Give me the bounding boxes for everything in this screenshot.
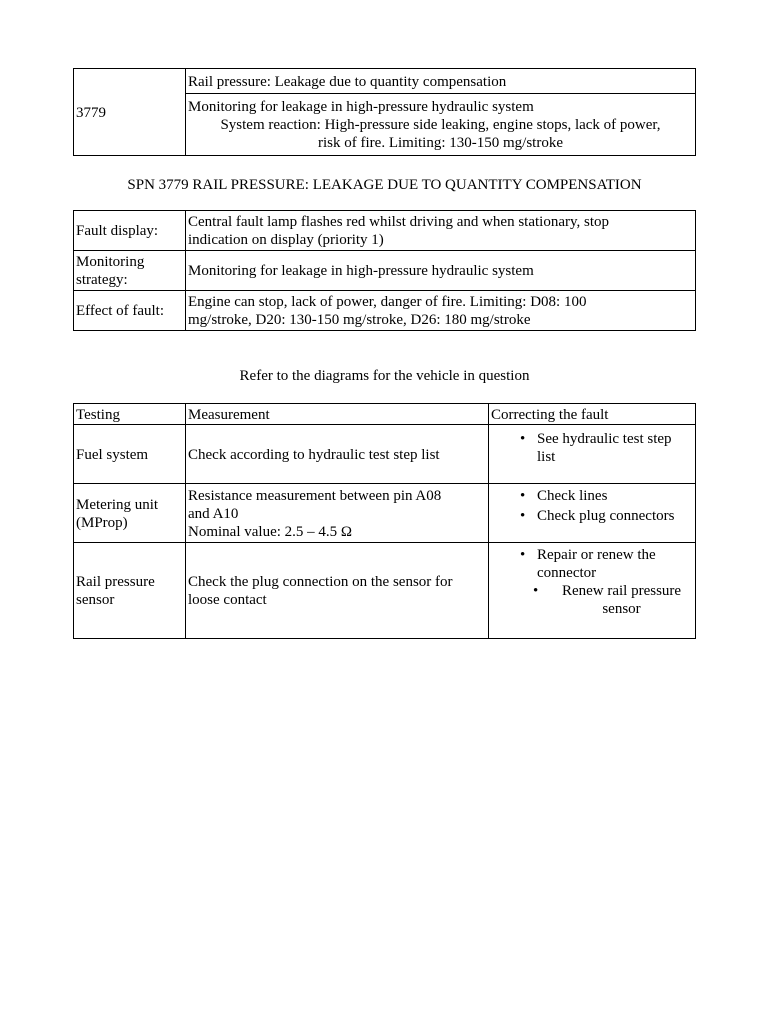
table-row — [74, 543, 696, 639]
effect-line2: mg/stroke, D20: 130-150 mg/stroke, D26: 180 mg/stroke — [188, 312, 531, 328]
testing-cell — [74, 484, 186, 543]
testing-text: Metering unit — [76, 496, 159, 513]
measurement-text: loose contact — [188, 592, 267, 608]
monitoring-label-line1: Monitoring — [76, 254, 145, 270]
fault-display-row — [74, 211, 696, 251]
system-reaction-line1: System reaction: High-pressure side leaking, engine stops, lack of power, — [220, 117, 661, 133]
list-item-text: Check plug connectors — [537, 508, 675, 524]
list-item — [491, 430, 693, 466]
fault-display-line1: Central fault lamp flashes red whilst driving and when stationary, stop — [188, 214, 610, 230]
spn-heading: SPN 3779 RAIL PRESSURE: LEAKAGE DUE TO QUANTITY COMPENSATION — [127, 177, 642, 193]
bullet-icon: • — [520, 508, 526, 524]
measurement-text: Nominal value: 2.5 – 4.5 Ω — [188, 523, 353, 540]
header-testing: Testing — [74, 404, 186, 425]
bullet-icon: • — [533, 583, 539, 599]
fault-title: Rail pressure: Leakage due to quantity compensation — [188, 73, 507, 90]
header-measurement: Measurement — [186, 404, 489, 425]
measurement-text: Resistance measurement between pin A08 — [188, 487, 442, 504]
bullet-icon: • — [520, 488, 526, 504]
testing-table — [73, 403, 696, 639]
list-item — [491, 546, 693, 582]
correcting-cell — [489, 484, 696, 543]
fault-display-label: Fault display: — [74, 211, 186, 251]
measurement-text: and A10 — [188, 505, 239, 522]
effect-of-fault-row — [74, 291, 696, 331]
summary-row-title — [74, 69, 696, 94]
correcting-cell — [489, 425, 696, 484]
summary-table — [73, 68, 696, 156]
testing-text: Fuel system — [76, 446, 149, 463]
monitoring-strategy-label — [74, 251, 186, 291]
monitoring-strategy-value: Monitoring for leakage in high-pressure hydraulic system — [186, 251, 696, 291]
refer-text: Refer to the diagrams for the vehicle in question — [239, 368, 530, 384]
testing-text: Rail pressure — [76, 574, 155, 590]
list-item-text: list — [537, 449, 556, 465]
fault-display-value — [186, 211, 696, 251]
table-row — [74, 425, 696, 484]
monitoring-text: Monitoring for leakage in high-pressure hydraulic system — [188, 99, 534, 115]
fault-title-cell — [186, 69, 696, 94]
list-item-text: sensor — [602, 601, 641, 617]
fault-details-cell — [186, 94, 696, 156]
correcting-list — [491, 546, 693, 618]
list-item-text: Renew rail pressure — [561, 583, 682, 599]
bullet-icon: • — [520, 547, 526, 563]
header-correcting: Correcting the fault — [489, 404, 696, 425]
fault-code-cell — [74, 69, 186, 156]
list-item-text: Check lines — [537, 488, 608, 504]
effect-line1: Engine can stop, lack of power, danger of fire. Limiting: D08: 100 — [188, 294, 587, 310]
testing-text: sensor — [76, 592, 115, 608]
list-item — [491, 507, 693, 525]
monitoring-label-line2: strategy: — [76, 272, 128, 288]
fault-code: 3779 — [76, 104, 106, 121]
system-reaction-line2: risk of fire. Limiting: 130-150 mg/stroke — [318, 135, 563, 151]
list-item — [491, 487, 693, 505]
correcting-cell — [489, 543, 696, 639]
fault-info-table — [73, 210, 696, 331]
measurement-cell — [186, 484, 489, 543]
testing-header-row — [74, 404, 696, 425]
monitoring-strategy-row — [74, 251, 696, 291]
testing-cell — [74, 543, 186, 639]
list-item — [491, 582, 693, 618]
correcting-list — [491, 430, 693, 466]
list-item-text: See hydraulic test step — [537, 431, 672, 447]
correcting-list — [491, 487, 693, 525]
testing-cell — [74, 425, 186, 484]
list-item-text: Repair or renew the — [537, 547, 656, 563]
measurement-cell — [186, 425, 489, 484]
measurement-cell — [186, 543, 489, 639]
bullet-icon: • — [520, 431, 526, 447]
list-item-text: connector — [537, 565, 597, 581]
fault-display-line2: indication on display (priority 1) — [188, 232, 384, 248]
effect-of-fault-value — [186, 291, 696, 331]
table-row — [74, 484, 696, 543]
measurement-text: Check the plug connection on the sensor for — [188, 574, 453, 590]
measurement-text: Check according to hydraulic test step list — [188, 446, 440, 463]
testing-text: (MProp) — [76, 514, 128, 531]
effect-of-fault-label: Effect of fault: — [74, 291, 186, 331]
